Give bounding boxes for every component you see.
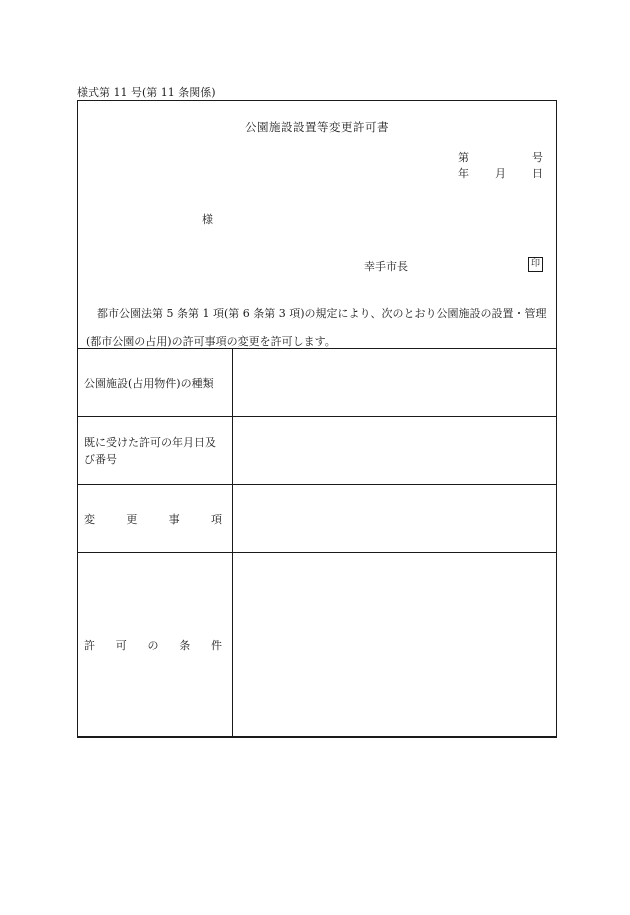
change-items-field[interactable] (233, 485, 557, 553)
change-items-label (78, 485, 233, 553)
addressee-suffix: 様 (202, 213, 213, 226)
label-char: 更 (126, 512, 138, 526)
label-char: の (147, 639, 159, 652)
facility-type-field[interactable] (233, 349, 557, 417)
label-char: 項 (210, 512, 222, 526)
table-row (78, 349, 557, 417)
document-number-row (458, 149, 543, 165)
previous-permit-field[interactable] (233, 417, 557, 485)
issuer-name: 幸手市長 (364, 260, 408, 273)
form-number: 様式第 11 号(第 11 条関係) (77, 86, 216, 99)
permit-form (77, 100, 557, 737)
table-row (78, 485, 557, 553)
label-char: 事 (168, 512, 180, 526)
date-day: 日 (532, 167, 543, 180)
label-char: 許 (84, 639, 95, 652)
table-row (78, 417, 557, 485)
label-char: 可 (115, 639, 127, 652)
facility-type-label: 公園施設(占用物件)の種類 (78, 349, 233, 417)
document-title: 公園施設設置等変更許可書 (245, 120, 389, 134)
table-row (78, 553, 557, 738)
date-month: 月 (495, 167, 506, 180)
label-char: 変 (84, 512, 95, 526)
label-char: 件 (211, 639, 222, 652)
previous-permit-label: 既に受けた許可の年月日及び番号 (78, 417, 233, 485)
permit-statement: 都市公園法第 5 条第 1 項(第 6 条第 3 項)の規定により、次のとおり公園施設の設置・管理(都市公園の占用)の許可事項の変更を許可します。 (86, 307, 547, 348)
number-suffix: 号 (532, 151, 543, 164)
date-year: 年 (458, 167, 469, 180)
permit-conditions-field[interactable] (233, 553, 557, 738)
number-prefix: 第 (458, 151, 469, 164)
seal-mark: 印 (528, 257, 543, 272)
permit-details-table (77, 348, 557, 738)
label-char: 条 (179, 639, 191, 652)
issue-date-row (458, 165, 543, 181)
permit-conditions-label (78, 553, 233, 738)
